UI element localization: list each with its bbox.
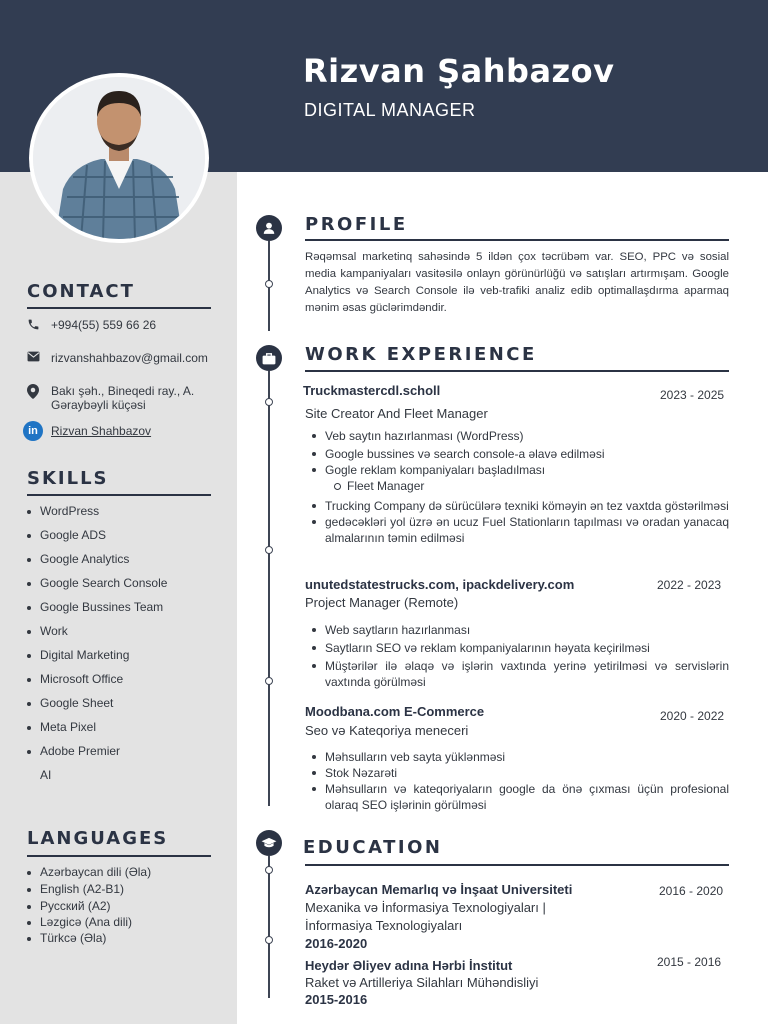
avatar: [33, 77, 205, 239]
user-icon: [256, 215, 282, 241]
location-pin-icon: [27, 384, 51, 399]
education-school: Azərbaycan Memarlıq və İnşaat Universiteti: [305, 882, 573, 897]
profile-heading: PROFILE: [305, 214, 408, 235]
mail-icon: [27, 351, 51, 362]
job-bullets: [305, 749, 729, 813]
profile-summary: Rəqəmsal marketinq sahəsində 5 ildən çox təcrübəm var. SEO, PPC və sosial media kampaniyaları vasitəsilə onlayn görünürlüğü və satışları artırmışam. Google Analytics və Search Console ilə veb-trafiki analiz edib optimallaşdırma aparmaq mənim əsas güclərimdəndir.: [305, 251, 729, 314]
job-dates: 2023 - 2025: [660, 388, 725, 402]
skill-item: Meta Pixel: [27, 720, 167, 744]
education-program: Mexanika və İnformasiya Texnologiyaları |: [305, 900, 546, 915]
address-line-2: Gəraybəyli küçəsi: [51, 398, 146, 412]
skill-item: Work: [27, 624, 167, 648]
job-bullet: Gogle reklam kompaniyaları başladılması: [305, 462, 729, 478]
timeline-dot: [265, 280, 273, 288]
skill-item: Google Analytics: [27, 552, 167, 576]
contact-email: [27, 351, 208, 365]
job-bullets: [305, 428, 729, 546]
skill-item: Google Sheet: [27, 696, 167, 720]
timeline-education: [268, 856, 270, 998]
language-item: Ləzgicə (Ana dili): [27, 915, 151, 931]
education-program: Raket və Artilleriya Silahları Mühəndisliyi: [305, 975, 539, 990]
job-role: Seo və Kateqoriya meneceri: [305, 723, 469, 738]
timeline-dot: [265, 677, 273, 685]
education-year: 2015-2016: [305, 992, 368, 1007]
job-bullet: Veb saytın hazırlanması (WordPress): [305, 428, 729, 444]
job-role: Project Manager (Remote): [305, 595, 459, 610]
phone-number[interactable]: +994(55) 559 66 26: [51, 318, 157, 332]
graduation-cap-icon: [256, 830, 282, 856]
contact-heading: CONTACT: [27, 281, 135, 302]
language-item: English (A2-B1): [27, 882, 151, 899]
timeline-dot: [265, 936, 273, 944]
skill-item: Google ADS: [27, 528, 167, 552]
language-item: Русский (A2): [27, 899, 151, 915]
skill-item: AI: [40, 768, 52, 782]
language-item: Azərbaycan dili (Əla): [27, 865, 151, 882]
job-bullet: Trucking Company də sürücülərə texniki köməyin ən tez vaxtda göstərilməsi: [305, 498, 729, 514]
skill-item: Google Bussines Team: [27, 600, 167, 624]
job-bullet: gedəcəkləri yol üzrə ən ucuz Fuel Stationların tapılması və oradan yanacaq almalarının təmin edilməsi: [305, 514, 729, 546]
job-bullet: Müştərilər ilə əlaqə və işlərin vaxtında yerinə yetirilməsi və servislərin vaxtında görülməsi: [305, 658, 729, 690]
languages-heading: LANGUAGES: [27, 828, 169, 849]
profile-divider: [305, 239, 729, 241]
education-program-line-2: İnformasiya Texnologiyaları: [305, 918, 463, 933]
job-dates: 2020 - 2022: [660, 709, 725, 723]
profile-photo: [29, 73, 209, 243]
languages-divider: [27, 855, 211, 857]
job-bullet: Məhsulların və kateqoriyaların google da önə çıxması üçün profesional olaraq SEO işlərinin görülməsi: [305, 781, 729, 813]
skill-item: Digital Marketing: [27, 648, 167, 672]
job-sub-bullet: Fleet Manager: [305, 478, 729, 494]
address: [51, 384, 194, 412]
job-entry: [305, 383, 729, 546]
education-dates: 2015 - 2016: [657, 955, 722, 969]
language-item: Türkcə (Əla): [27, 931, 151, 947]
job-bullet: Saytların SEO və reklam kompaniyalarının həyata keçirilməsi: [305, 640, 729, 656]
job-title: DIGITAL MANAGER: [304, 100, 476, 120]
skill-item: Google Search Console: [27, 576, 167, 600]
linkedin-icon[interactable]: [27, 421, 51, 441]
timeline-dot: [265, 866, 273, 874]
job-company: Truckmastercdl.scholl: [303, 383, 441, 398]
contact-linkedin: [27, 421, 151, 441]
education-entry: [305, 882, 729, 951]
education-school: Heydər Əliyev adına Hərbi İnstitut: [305, 958, 513, 973]
job-bullets: [305, 622, 729, 690]
experience-divider: [305, 370, 729, 372]
contact-address: [27, 384, 194, 412]
skill-item: WordPress: [27, 504, 167, 528]
job-entry: [305, 577, 729, 690]
contact-divider: [27, 307, 211, 309]
job-company: Moodbana.com E-Commerce: [305, 704, 485, 719]
education-year: 2016-2020: [305, 936, 368, 951]
skill-item: Microsoft Office: [27, 672, 167, 696]
experience-heading: WORK EXPERIENCE: [305, 344, 537, 365]
linkedin-link[interactable]: Rizvan Shahbazov: [51, 424, 152, 438]
timeline-experience: [268, 371, 270, 806]
education-heading: EDUCATION: [303, 837, 443, 858]
job-bullet: Google bussines və search console-a əlavə edilməsi: [305, 446, 729, 462]
job-bullet: Web saytların hazırlanması: [305, 622, 729, 638]
address-line-1: Bakı şəh., Bineqedi ray., A.: [51, 384, 195, 398]
candidate-name: Rizvan Şahbazov: [303, 52, 615, 90]
skills-divider: [27, 494, 211, 496]
job-entry: [305, 704, 729, 813]
job-bullet: Məhsulların veb sayta yüklənməsi: [305, 749, 729, 765]
education-dates: 2016 - 2020: [659, 884, 724, 898]
contact-phone: [27, 318, 156, 332]
briefcase-icon: [256, 345, 282, 371]
timeline-dot: [265, 398, 273, 406]
email-address[interactable]: rizvanshahbazov@gmail.com: [51, 351, 208, 365]
linkedin-badge: in: [23, 421, 43, 441]
skill-item: Adobe Premier: [27, 744, 167, 768]
skills-list: [27, 504, 167, 792]
education-entry: [305, 955, 729, 1007]
phone-icon: [27, 318, 51, 331]
job-bullet: Stok Nəzarəti: [305, 765, 729, 781]
timeline-dot: [265, 546, 273, 554]
skills-heading: SKILLS: [27, 468, 109, 489]
job-company: unutedstatestrucks.com, ipackdelivery.com: [305, 577, 575, 592]
job-dates: 2022 - 2023: [657, 578, 722, 592]
languages-list: [27, 865, 151, 947]
education-divider: [305, 864, 729, 866]
job-role: Site Creator And Fleet Manager: [305, 406, 488, 421]
